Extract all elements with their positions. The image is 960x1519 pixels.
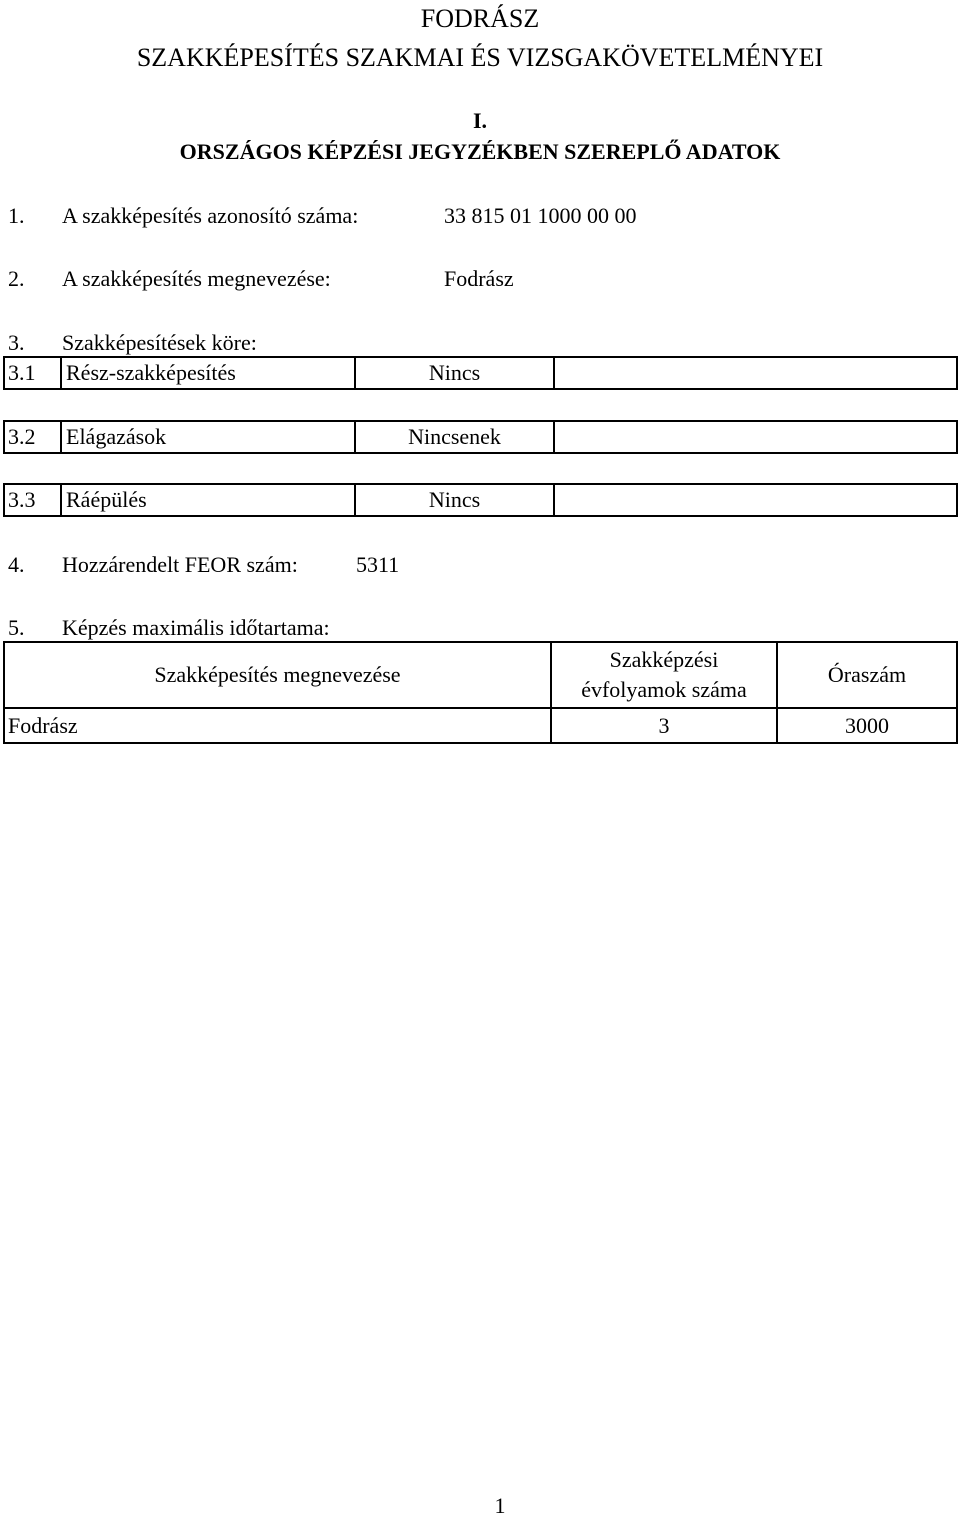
row-years: 3 — [551, 708, 777, 743]
row-qualification-name: Fodrász — [4, 708, 551, 743]
scope-row-value: Nincs — [355, 484, 554, 516]
duration-table — [3, 641, 958, 744]
scope-table-row-3 — [3, 483, 958, 517]
scope-table-row-1 — [3, 356, 958, 390]
scope-row-label: Rész-szakképesítés — [61, 357, 355, 389]
item-name-value: Fodrász — [444, 266, 514, 291]
item-scope-number: 3. — [8, 330, 25, 355]
scope-row-empty — [554, 421, 957, 453]
header-qualification-name: Szakképesítés megnevezése — [4, 642, 551, 708]
item-feor-value: 5311 — [356, 552, 400, 577]
item-id-label: A szakképesítés azonosító száma: — [62, 203, 359, 228]
document-subtitle: SZAKKÉPESÍTÉS SZAKMAI ÉS VIZSGAKÖVETELMÉNYEI — [136, 43, 824, 72]
section-title: ORSZÁGOS KÉPZÉSI JEGYZÉKBEN SZEREPLŐ ADATOK — [179, 139, 781, 164]
scope-row-number: 3.3 — [4, 484, 61, 516]
item-feor-label: Hozzárendelt FEOR szám: — [62, 552, 298, 577]
item-name-label: A szakképesítés megnevezése: — [62, 266, 331, 291]
scope-table-row-2 — [3, 420, 958, 454]
item-duration-number: 5. — [8, 615, 25, 640]
scope-row-number: 3.2 — [4, 421, 61, 453]
header-years-line1: Szakképzési — [609, 647, 719, 672]
item-duration-label: Képzés maximális időtartama: — [62, 615, 330, 640]
scope-row-empty — [554, 357, 957, 389]
document-title: FODRÁSZ — [420, 4, 540, 33]
scope-row-empty — [554, 484, 957, 516]
item-id-number: 1. — [8, 203, 25, 228]
table-row — [4, 708, 957, 743]
header-years — [551, 642, 777, 708]
header-years-line2: évfolyamok száma — [581, 677, 747, 702]
scope-row-value: Nincs — [355, 357, 554, 389]
section-number: I. — [472, 108, 488, 133]
header-hours: Óraszám — [777, 642, 957, 708]
row-hours: 3000 — [777, 708, 957, 743]
scope-row-number: 3.1 — [4, 357, 61, 389]
item-feor-number: 4. — [8, 552, 25, 577]
item-id-value: 33 815 01 1000 00 00 — [444, 203, 637, 228]
scope-row-label: Ráépülés — [61, 484, 355, 516]
scope-row-label: Elágazások — [61, 421, 355, 453]
page-number: 1 — [494, 1493, 506, 1518]
item-name-number: 2. — [8, 266, 25, 291]
scope-row-value: Nincsenek — [355, 421, 554, 453]
item-scope-label: Szakképesítések köre: — [62, 330, 257, 355]
